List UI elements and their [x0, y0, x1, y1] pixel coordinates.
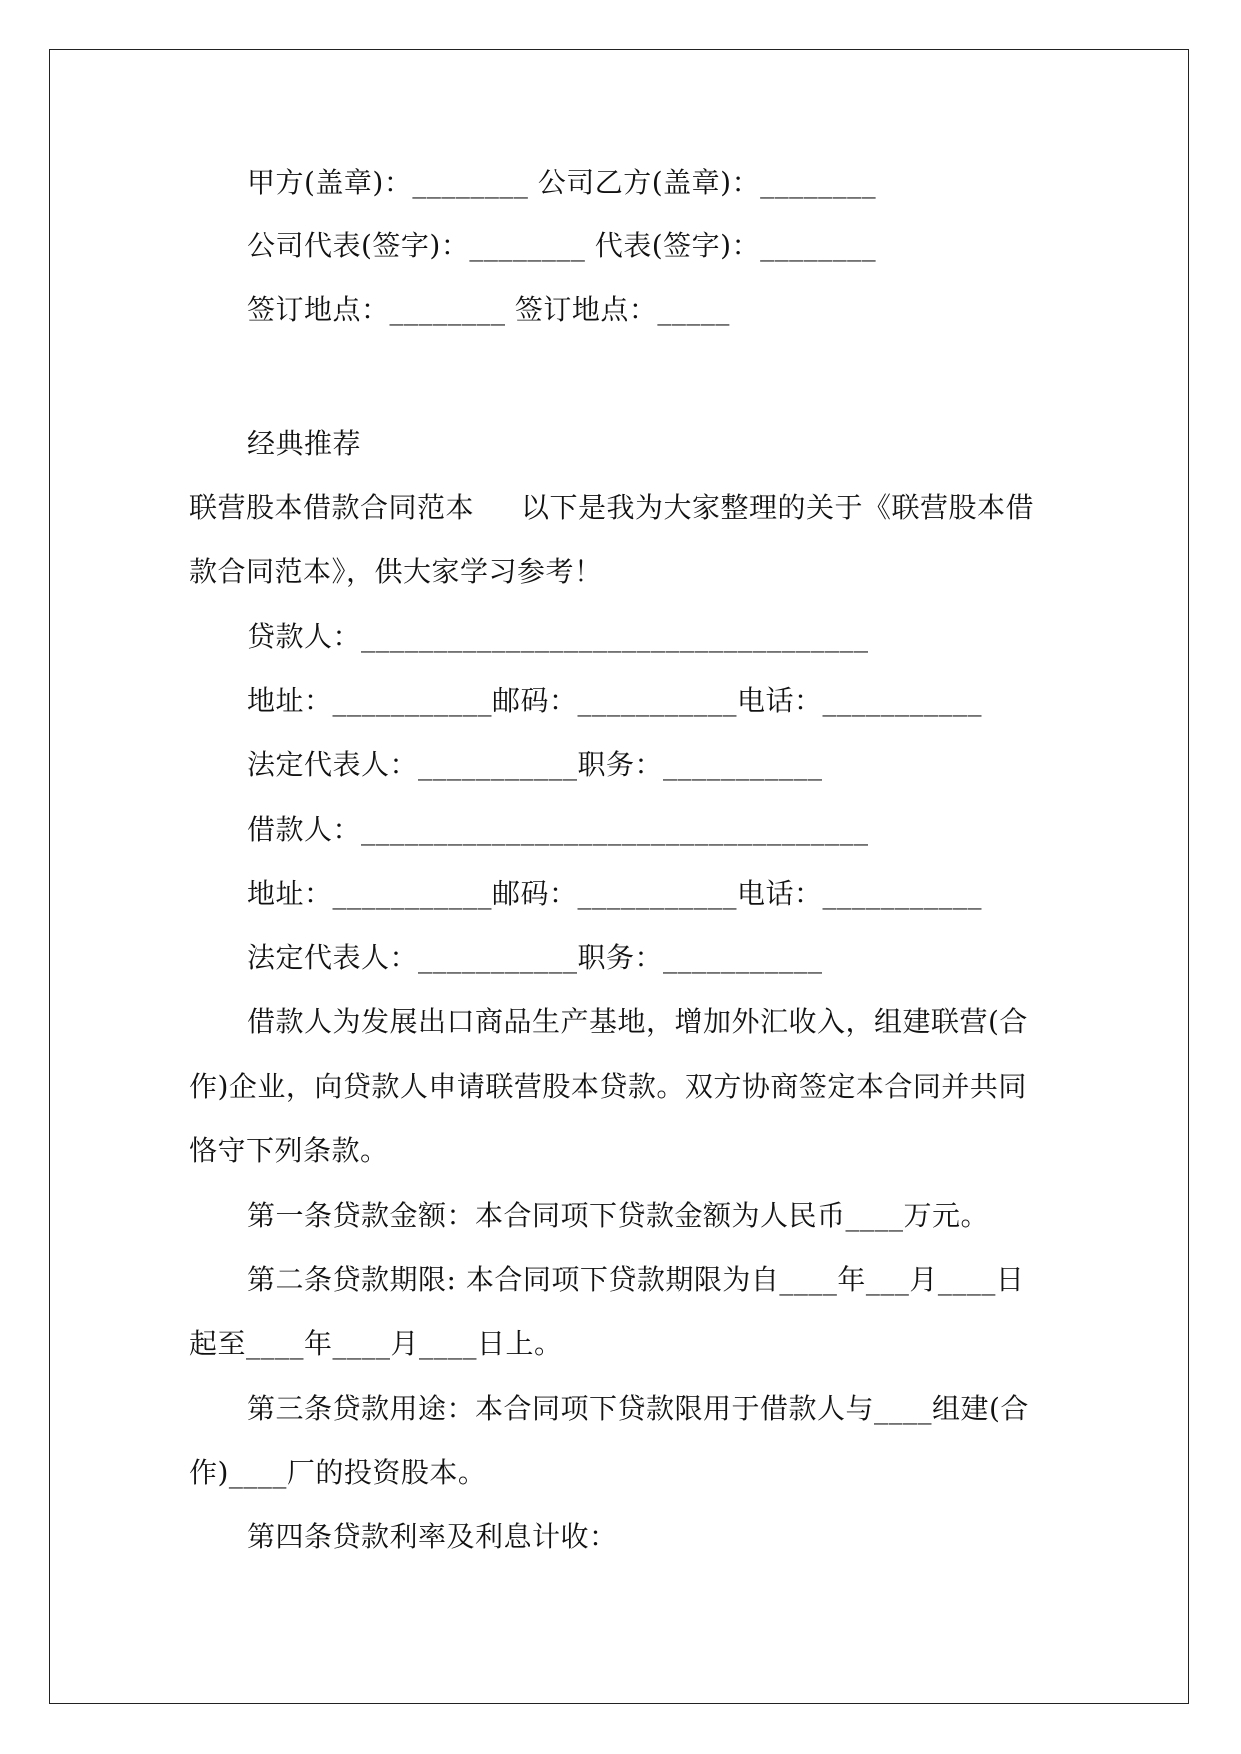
- lender-representative-field: 法定代表人：___________职务：___________: [247, 748, 823, 781]
- signing-place-line: 签订地点：________ 签订地点：_____: [247, 293, 730, 326]
- recommend-heading: 经典推荐: [247, 427, 362, 460]
- article-4: 第四条贷款利率及利息计收：: [247, 1520, 618, 1553]
- article-3-line-2: 作)____厂的投资股本。: [189, 1456, 487, 1489]
- lender-address-field: 地址：___________邮码：___________电话：___________: [247, 684, 983, 717]
- party-a-seal-line: 甲方(盖章)：________ 公司乙方(盖章)：________: [247, 166, 877, 199]
- preamble-line-1: 借款人为发展出口商品生产基地，增加外汇收入，组建联营(合: [247, 1005, 1028, 1038]
- intro-line-1: 联营股本借款合同范本 以下是我为大家整理的关于《联营股本借: [189, 491, 1035, 524]
- article-2-line-1: 第二条贷款期限: 本合同项下贷款期限为自____年___月____日: [247, 1263, 1025, 1296]
- preamble-line-3: 恪守下列条款。: [189, 1134, 389, 1167]
- borrower-name-field: 借款人：___________________________________: [247, 813, 869, 846]
- article-1: 第一条贷款金额：本合同项下贷款金额为人民币____万元。: [247, 1199, 990, 1232]
- article-3-line-1: 第三条贷款用途：本合同项下贷款限用于借款人与____组建(合: [247, 1392, 1029, 1425]
- preamble-line-2: 作)企业，向贷款人申请联营股本贷款。双方协商签定本合同并共同: [189, 1070, 1027, 1103]
- intro-line-2: 款合同范本》，供大家学习参考！: [189, 555, 603, 588]
- lender-name-field: 贷款人：___________________________________: [247, 620, 869, 653]
- representative-signature-line: 公司代表(签字)：________ 代表(签字)：________: [247, 229, 877, 262]
- borrower-representative-field: 法定代表人：___________职务：___________: [247, 941, 823, 974]
- article-2-line-2: 起至____年____月____日上。: [189, 1327, 563, 1360]
- borrower-address-field: 地址：___________邮码：___________电话：___________: [247, 877, 983, 910]
